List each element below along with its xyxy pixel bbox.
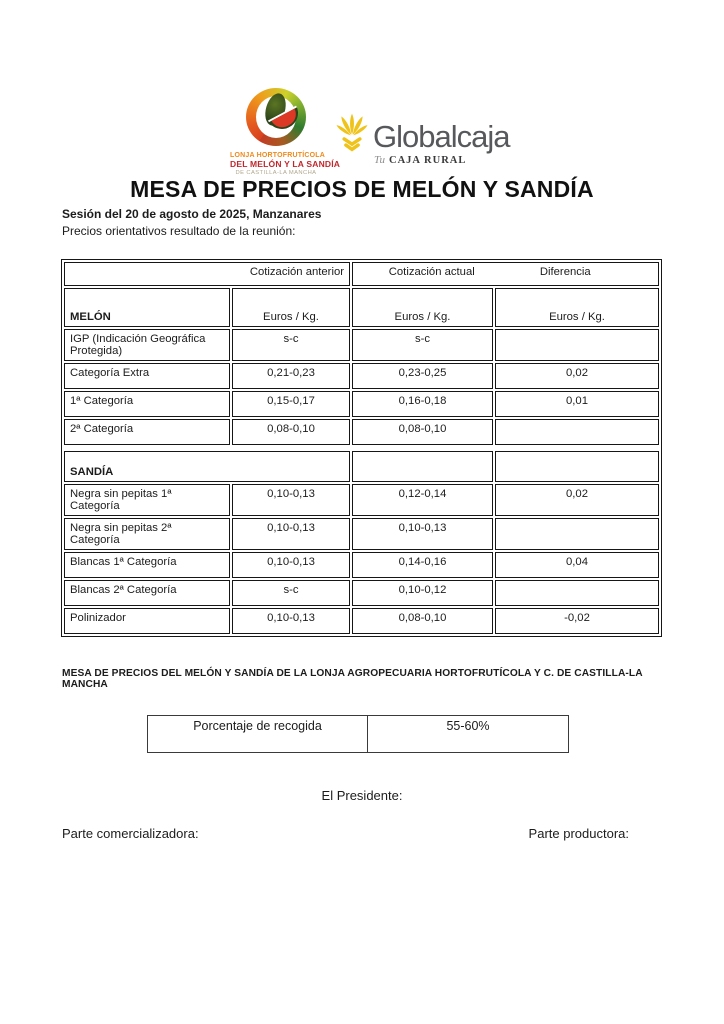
section-title: MELÓN — [64, 288, 230, 327]
section-title: SANDÍA — [64, 451, 350, 482]
recogida-row — [148, 716, 569, 753]
recogida-label: Porcentaje de recogida — [148, 716, 368, 753]
melon-sandia-emblem-icon — [230, 88, 322, 150]
president-signature-label: El Presidente: — [321, 788, 403, 803]
diff-value-cell — [495, 580, 659, 606]
curr-price-cell: 0,08-0,10 — [352, 419, 493, 445]
prev-price-cell: 0,10-0,13 — [232, 518, 350, 550]
diff-value-cell: 0,02 — [495, 484, 659, 516]
price-table — [61, 259, 662, 637]
diff-value-cell — [495, 329, 659, 361]
tagline-script-word: Tu — [374, 154, 386, 166]
price-row — [64, 552, 659, 578]
column-header-group — [352, 262, 659, 286]
diff-value-cell: 0,04 — [495, 552, 659, 578]
curr-price-cell: 0,14-0,16 — [352, 552, 493, 578]
section-header-row — [64, 451, 659, 482]
price-row — [64, 580, 659, 606]
prev-price-cell: s-c — [232, 329, 350, 361]
parties-signature-row — [62, 826, 629, 841]
curr-price-cell: 0,08-0,10 — [352, 608, 493, 634]
unit-label: Euros / Kg. — [232, 288, 350, 327]
price-row — [64, 329, 659, 361]
tagline-caja-rural: CAJA RURAL — [389, 155, 467, 166]
lonja-logo-line2: DEL MELÓN Y LA SANDÍA — [230, 159, 341, 169]
lonja-logo — [230, 88, 341, 176]
curr-price-cell: 0,10-0,12 — [352, 580, 493, 606]
unit-label: Euros / Kg. — [352, 288, 493, 327]
price-row — [64, 363, 659, 389]
price-row — [64, 518, 659, 550]
prev-price-cell: 0,21-0,23 — [232, 363, 350, 389]
footer-note: MESA DE PRECIOS DEL MELÓN Y SANDÍA DE LA LONJA AGROPECUARIA HORTOFRUTÍCOLA Y C. DE CASTILLA-LA MANCHA — [62, 668, 643, 690]
curr-price-cell: 0,10-0,13 — [352, 518, 493, 550]
curr-price-cell: 0,16-0,18 — [352, 391, 493, 417]
wheat-sheaf-icon — [334, 112, 370, 152]
diff-value-cell: 0,02 — [495, 363, 659, 389]
row-label: Categoría Extra — [64, 363, 230, 389]
diff-value-cell: -0,02 — [495, 608, 659, 634]
prev-price-cell: 0,08-0,10 — [232, 419, 350, 445]
recogida-table — [147, 715, 569, 753]
prev-price-cell: 0,10-0,13 — [232, 552, 350, 578]
section-spacer — [64, 447, 659, 449]
row-label: Polinizador — [64, 608, 230, 634]
empty-cell — [352, 451, 493, 482]
session-line: Sesión del 20 de agosto de 2025, Manzanares — [62, 207, 322, 221]
row-label: Negra sin pepitas 2ª Categoría — [64, 518, 230, 550]
section-header-row — [64, 288, 659, 327]
lonja-logo-line1: LONJA HORTOFRUTÍCOLA — [230, 152, 325, 159]
price-row — [64, 608, 659, 634]
prev-price-cell: s-c — [232, 580, 350, 606]
commercial-party-label: Parte comercializadora: — [62, 826, 199, 841]
column-header-previous: Cotización anterior — [64, 262, 350, 286]
diff-value-cell — [495, 518, 659, 550]
column-header-current: Cotización actual — [388, 266, 475, 278]
recogida-table-container — [147, 715, 569, 753]
page-title: MESA DE PRECIOS DE MELÓN Y SANDÍA — [130, 176, 594, 202]
unit-label: Euros / Kg. — [495, 288, 659, 327]
price-row — [64, 484, 659, 516]
price-row — [64, 419, 659, 445]
spacer-cell — [64, 447, 659, 449]
prev-price-cell: 0,15-0,17 — [232, 391, 350, 417]
curr-price-cell: s-c — [352, 329, 493, 361]
row-label: IGP (Indicación Geográfica Protegida) — [64, 329, 230, 361]
table-header-row — [64, 262, 659, 286]
curr-price-cell: 0,23-0,25 — [352, 363, 493, 389]
column-header-difference: Diferencia — [539, 266, 591, 278]
globalcaja-logo — [334, 112, 509, 166]
empty-cell — [495, 451, 659, 482]
curr-price-cell: 0,12-0,14 — [352, 484, 493, 516]
diff-value-cell: 0,01 — [495, 391, 659, 417]
row-label: 2ª Categoría — [64, 419, 230, 445]
globalcaja-wordmark: Globalcaja — [373, 119, 510, 154]
price-row — [64, 391, 659, 417]
prev-price-cell: 0,10-0,13 — [232, 608, 350, 634]
lonja-logo-line3: DE CASTILLA-LA MANCHA — [235, 170, 317, 176]
diff-value-cell — [495, 419, 659, 445]
row-label: Negra sin pepitas 1ª Categoría — [64, 484, 230, 516]
recogida-value: 55-60% — [368, 716, 569, 753]
intro-line: Precios orientativos resultado de la reunión: — [62, 224, 296, 238]
prev-price-cell: 0,10-0,13 — [232, 484, 350, 516]
price-table-container — [61, 259, 662, 637]
row-label: 1ª Categoría — [64, 391, 230, 417]
producer-party-label: Parte productora: — [528, 826, 629, 841]
globalcaja-tagline — [374, 154, 509, 166]
row-label: Blancas 2ª Categoría — [64, 580, 230, 606]
row-label: Blancas 1ª Categoría — [64, 552, 230, 578]
